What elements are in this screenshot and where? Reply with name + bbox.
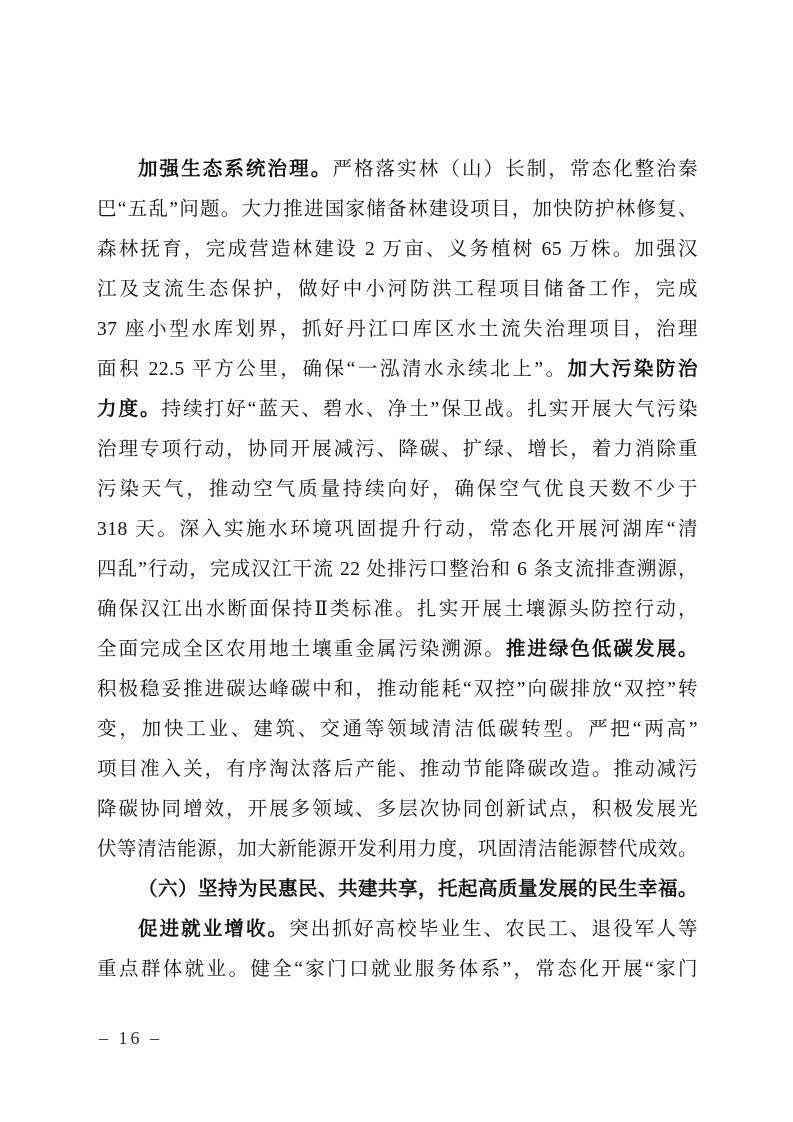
text-run: 江及支流生态保护，做好中小河防洪工程项目储备工作，完成 [97,279,698,300]
text-line [97,230,698,270]
text-line [97,670,698,710]
text-line [97,390,698,430]
text-line [97,950,698,990]
text-line [97,710,698,750]
text-line [97,750,698,790]
text-run: 突出抓好高校毕业生、农民工、退役军人等 [289,919,698,940]
text-line [97,350,698,390]
text-line [97,790,698,830]
text-line [97,430,698,470]
text-line [97,830,698,870]
text-line [97,630,698,670]
text-run: 37 座小型水库划界，抓好丹江口库区水土流失治理项目，治理 [97,319,698,340]
text-run: 全面完成全区农用地土壤重金属污染溯源。 [97,639,506,660]
bold-text-run: 促进就业增收。 [137,919,290,940]
bold-text-run: （六）坚持为民惠民、共建共享，托起高质量发展的民生幸福。 [137,879,698,900]
text-line [97,550,698,590]
text-line [97,870,698,910]
page-number: – 16 – [99,1028,162,1048]
bold-text-run: 加强生态系统治理。 [137,159,333,180]
text-run: 变，加快工业、建筑、交通等领域清洁低碳转型。严把“两高” [97,719,698,740]
text-run: 面积 22.5 平方公里，确保“一泓清水永续北上”。 [97,359,568,380]
text-run: 确保汉江出水断面保持Ⅱ类标准。扎实开展土壤源头防控行动， [97,599,698,620]
text-run: 巴“五乱”问题。大力推进国家储备林建设项目，加快防护林修复、 [97,199,698,220]
document-body [97,150,698,990]
text-run: 森林抚育，完成营造林建设 2 万亩、义务植树 65 万株。加强汉 [97,239,698,260]
text-line [97,310,698,350]
text-run: 积极稳妥推进碳达峰碳中和，推动能耗“双控”向碳排放“双控”转 [97,679,698,700]
text-run: 严格落实林（山）长制，常态化整治秦 [332,159,698,180]
text-line [97,510,698,550]
text-line [97,590,698,630]
text-run: 318 天。深入实施水环境巩固提升行动，常态化开展河湖库“清 [97,519,698,540]
text-run: 重点群体就业。健全“家门口就业服务体系”，常态化开展“家门 [97,959,698,980]
text-run: 治理专项行动，协同开展减污、降碳、扩绿、增长，着力消除重 [97,439,698,460]
text-run: 四乱”行动，完成汉江干流 22 处排污口整治和 6 条支流排查溯源， [97,559,698,580]
text-run: 伏等清洁能源，加大新能源开发利用力度，巩固清洁能源替代成效。 [97,839,698,860]
bold-text-run: 力度。 [97,399,162,420]
text-line [97,910,698,950]
text-run: 项目准入关，有序淘汰落后产能、推动节能降碳改造。推动减污 [97,759,698,780]
text-line [97,150,698,190]
text-line [97,270,698,310]
bold-text-run: 加大污染防治 [567,359,698,380]
text-line [97,190,698,230]
text-run: 持续打好“蓝天、碧水、净土”保卫战。扎实开展大气污染 [161,399,698,420]
bold-text-run: 推进绿色低碳发展。 [505,639,698,660]
text-line [97,470,698,510]
text-run: 污染天气，推动空气质量持续向好，确保空气优良天数不少于 [97,479,698,500]
text-run: 降碳协同增效，开展多领域、多层次协同创新试点，积极发展光 [97,799,698,820]
